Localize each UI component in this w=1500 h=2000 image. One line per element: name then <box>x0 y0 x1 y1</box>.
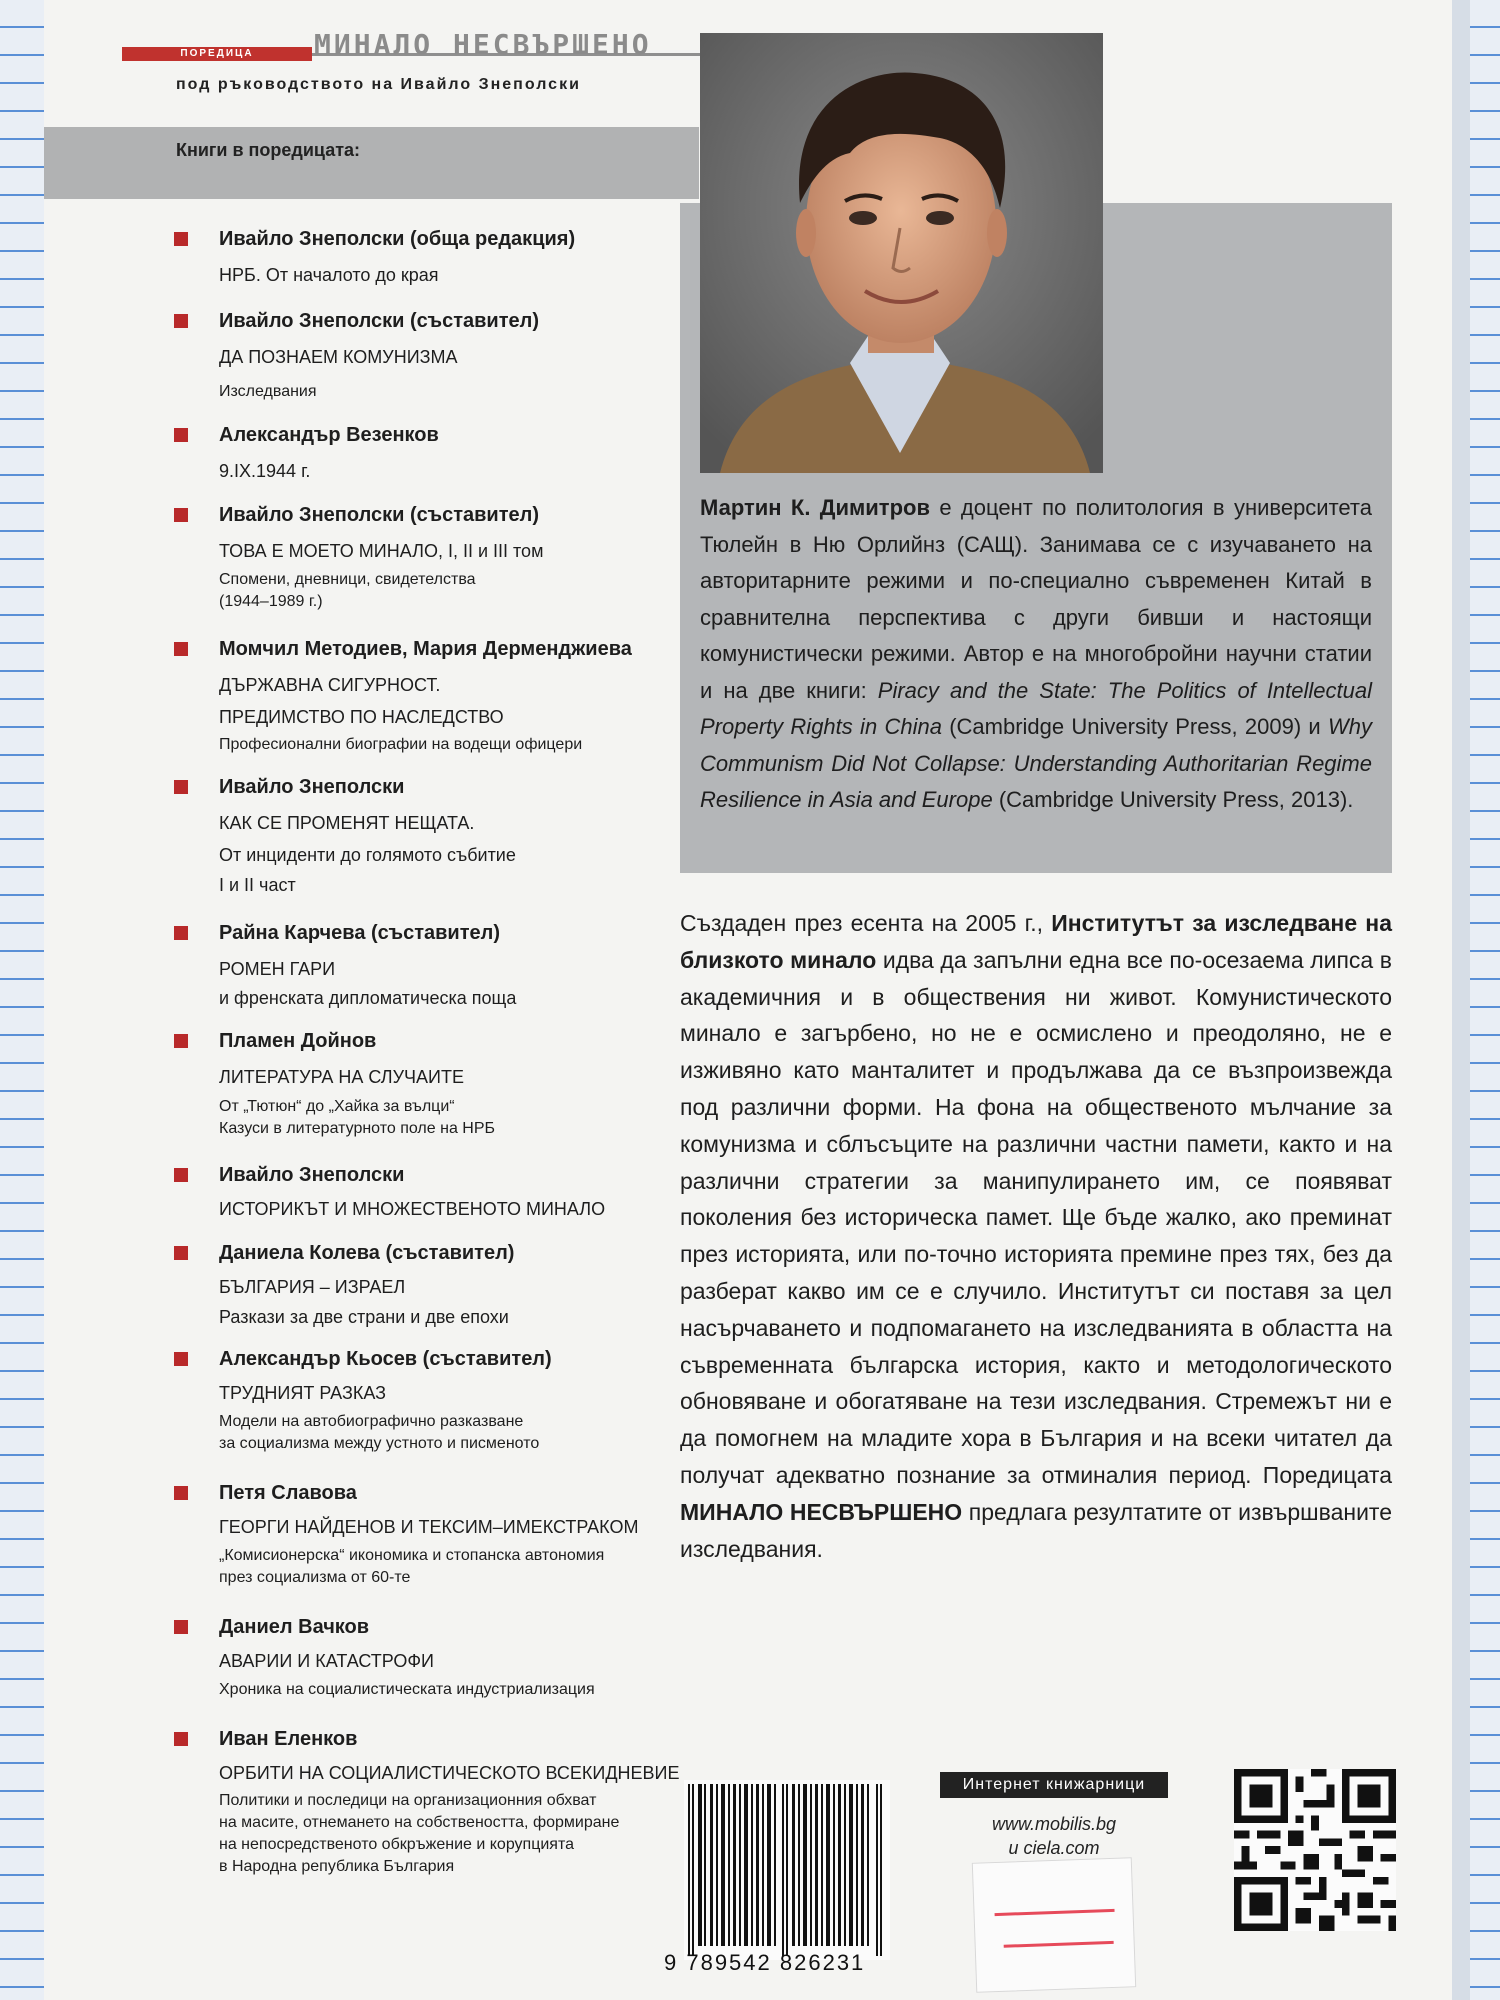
book-author: Ивайло Знеполски <box>219 1164 405 1186</box>
book-subtitle: в Народна република България <box>219 1858 455 1875</box>
book-title: АВАРИИ И КАТАСТРОФИ <box>219 1651 434 1671</box>
bio-book1: Piracy and the State: The Politics of Intellectual Property Rights in China <box>700 677 1372 739</box>
bullet-square-icon <box>174 1486 188 1500</box>
institute-intro <box>680 905 1392 1567</box>
book-author: Ивайло Знеполски (съставител) <box>219 310 540 332</box>
book-title-line2: Разкази за две страни и две епохи <box>219 1307 509 1327</box>
bullet-square-icon <box>174 508 188 522</box>
notebook-paper-right <box>1470 0 1500 2000</box>
book-title: ТРУДНИЯТ РАЗКАЗ <box>219 1383 386 1403</box>
online-shops-label: Интернет книжарници <box>940 1772 1168 1798</box>
bullet-square-icon <box>174 428 188 442</box>
books-heading: Книги в поредицата: <box>176 140 361 160</box>
book-title-line2: От инциденти до голямото събитие <box>219 845 516 865</box>
bullet-square-icon <box>174 314 188 328</box>
book-title: ТОВА Е МОЕТО МИНАЛО, I, II и III том <box>219 541 544 561</box>
book-author: Ивайло Знеполски (съставител) <box>219 504 540 526</box>
book-author: Даниел Вачков <box>219 1616 370 1638</box>
bullet-square-icon <box>174 1168 188 1182</box>
bullet-square-icon <box>174 1352 188 1366</box>
series-title: МИНАЛО НЕСВЪРШЕНО <box>314 30 652 60</box>
book-title-line2: и френската дипломатическа поща <box>219 988 517 1008</box>
book-author: Александър Кьосев (съставител) <box>219 1348 552 1370</box>
bullet-square-icon <box>174 926 188 940</box>
sticker-line <box>1004 1941 1114 1948</box>
book-title: БЪЛГАРИЯ – ИЗРАЕЛ <box>219 1277 406 1297</box>
book-subtitle: „Комисионерска“ икономика и стопанска автономия <box>219 1547 605 1564</box>
bullet-square-icon <box>174 1246 188 1260</box>
book-title: ГЕОРГИ НАЙДЕНОВ И ТЕКСИМ–ИМЕКСТРАКОМ <box>219 1517 639 1537</box>
bullet-square-icon <box>174 642 188 656</box>
series-name: МИНАЛО НЕСВЪРШЕНО <box>680 1498 963 1525</box>
book-title-line3: I и II част <box>219 875 296 895</box>
book-title: ИСТОРИКЪТ И МНОЖЕСТВЕНОТО МИНАЛО <box>219 1199 606 1219</box>
book-title: НРБ. От началото до края <box>219 265 439 285</box>
book-author: Райна Карчева (съставител) <box>219 922 501 944</box>
author-name: Мартин К. Димитров <box>700 495 930 520</box>
book-subtitle: (1944–1989 г.) <box>219 593 323 610</box>
sticker-line <box>995 1909 1115 1916</box>
intro-part2: идва да запълни една все по-осезаема липса в академичния и в обществения ни живот. Комунистическото минало е загърбено, но не е осмислено и преодоляно, не е изживяно като манталитет и продължава да се възпроизвежда под различни форми. На фона на общественото мълчание за комунизма и сблъсъците на различни частни памети, както и на различни стратегии за манипулирането им, се появяват поколения без историческа памет. Ще бъде жалко, ако преминат през историята, или по-точно историята премине през тях, без да разберат какво им се е случило. Институтът си поставя за цел насърчаването и подпомагането на изследванията в областта на съвременната българска история, както и методологическото обновяване и обогатяване на тези изследвания. Стремежът ни е да помогнем на младите хора в България и на всеки читател да получат адекватно познание за отминалия период. Поредицата <box>680 946 1392 1488</box>
series-label: ПОРЕДИЦА <box>122 47 312 61</box>
bullet-square-icon <box>174 780 188 794</box>
bio-text-part1: е доцент по политология в университета Тюлейн в Ню Орлийнз (САЩ). Занимава се с изучаването на авторитарните режими и по-специално съвременен Китай в сравнителна перспектива с други бивши и настоящи комунистически режими. Автор е на многобройни научни статии и на две книги: <box>700 495 1372 703</box>
book-author: Александър Везенков <box>219 424 439 446</box>
book-author: Даниела Колева (съставител) <box>219 1242 515 1264</box>
bullet-square-icon <box>174 1732 188 1746</box>
book-author: Момчил Методиев, Мария Дерменджиева <box>219 638 632 660</box>
institute-name: Институтът за изследване на близкото минало <box>680 910 1392 973</box>
author-photo <box>700 33 1103 473</box>
book-author: Ивайло Знеполски <box>219 776 405 798</box>
bio-text-part3: (Cambridge University Press, 2013). <box>992 787 1354 812</box>
book-subtitle: през социализма от 60-те <box>219 1569 411 1586</box>
barcode <box>684 1770 890 1970</box>
bullet-square-icon <box>174 1034 188 1048</box>
book-subtitle: за социализма между устното и писменото <box>219 1435 540 1452</box>
shop-url-ciela[interactable]: и ciela.com <box>1008 1838 1100 1858</box>
book-author: Пламен Дойнов <box>219 1030 377 1052</box>
book-author: Ивайло Знеполски (обща редакция) <box>219 228 576 250</box>
isbn-number: 9 789542 826231 <box>664 1950 866 1975</box>
book-subtitle: на непосредственото обкръжение и корупцията <box>219 1836 575 1853</box>
intro-part3: предлага резултатите от извършваните изследвания. <box>680 1498 1392 1562</box>
book-title-line2: ПРЕДИМСТВО ПО НАСЛЕДСТВО <box>219 707 504 727</box>
price-sticker <box>972 1857 1136 1993</box>
book-title: ДЪРЖАВНА СИГУРНОСТ. <box>219 675 441 695</box>
bio-book2: Why Communism Did Not Collapse: Understanding Authoritarian Regime Resilience in Asia and Europe <box>700 714 1372 812</box>
book-title: 9.IX.1944 г. <box>219 461 311 481</box>
book-subtitle: Политики и последици на организационния обхват <box>219 1792 597 1809</box>
book-subtitle: Изследвания <box>219 383 317 400</box>
shop-url-mobilis[interactable]: www.mobilis.bg <box>991 1814 1117 1834</box>
online-shops-urls <box>964 1812 1144 1860</box>
bullet-square-icon <box>174 1620 188 1634</box>
book-subtitle: на масите, отнемането на собствеността, формиране <box>219 1814 620 1831</box>
book-subtitle: Казуси в литературното поле на НРБ <box>219 1120 496 1137</box>
author-bio <box>700 490 1372 819</box>
book-subtitle: Хроника на социалистическата индустриализация <box>219 1681 595 1698</box>
book-author: Петя Славова <box>219 1482 357 1504</box>
book-title: ОРБИТИ НА СОЦИАЛИСТИЧЕСКОТО ВСЕКИДНЕВИЕ <box>219 1763 680 1783</box>
book-back-cover <box>44 0 1452 2000</box>
bullet-square-icon <box>174 232 188 246</box>
notebook-paper-left <box>0 0 44 2000</box>
book-subtitle: Професионални биографии на водещи офицери <box>219 736 583 753</box>
book-subtitle: Модели на автобиографично разказване <box>219 1413 524 1430</box>
book-subtitle: Спомени, дневници, свидетелства <box>219 571 476 588</box>
book-title: ЛИТЕРАТУРА НА СЛУЧАИТЕ <box>219 1067 464 1087</box>
bio-text-part2: (Cambridge University Press, 2009) и <box>941 714 1328 739</box>
book-title: РОМЕН ГАРИ <box>219 959 336 979</box>
books-band <box>44 127 699 199</box>
qr-code-icon <box>1234 1768 1396 1932</box>
book-subtitle: От „Тютюн“ до „Хайка за вълци“ <box>219 1098 455 1115</box>
intro-part1: Създаден през есента на 2005 г., <box>680 910 1052 936</box>
book-author: Иван Еленков <box>219 1728 358 1750</box>
book-title: ДА ПОЗНАЕМ КОМУНИЗМА <box>219 347 458 367</box>
book-title: КАК СЕ ПРОМЕНЯТ НЕЩАТА. <box>219 813 475 833</box>
series-editor: под ръководството на Ивайло Знеполски <box>176 76 581 93</box>
